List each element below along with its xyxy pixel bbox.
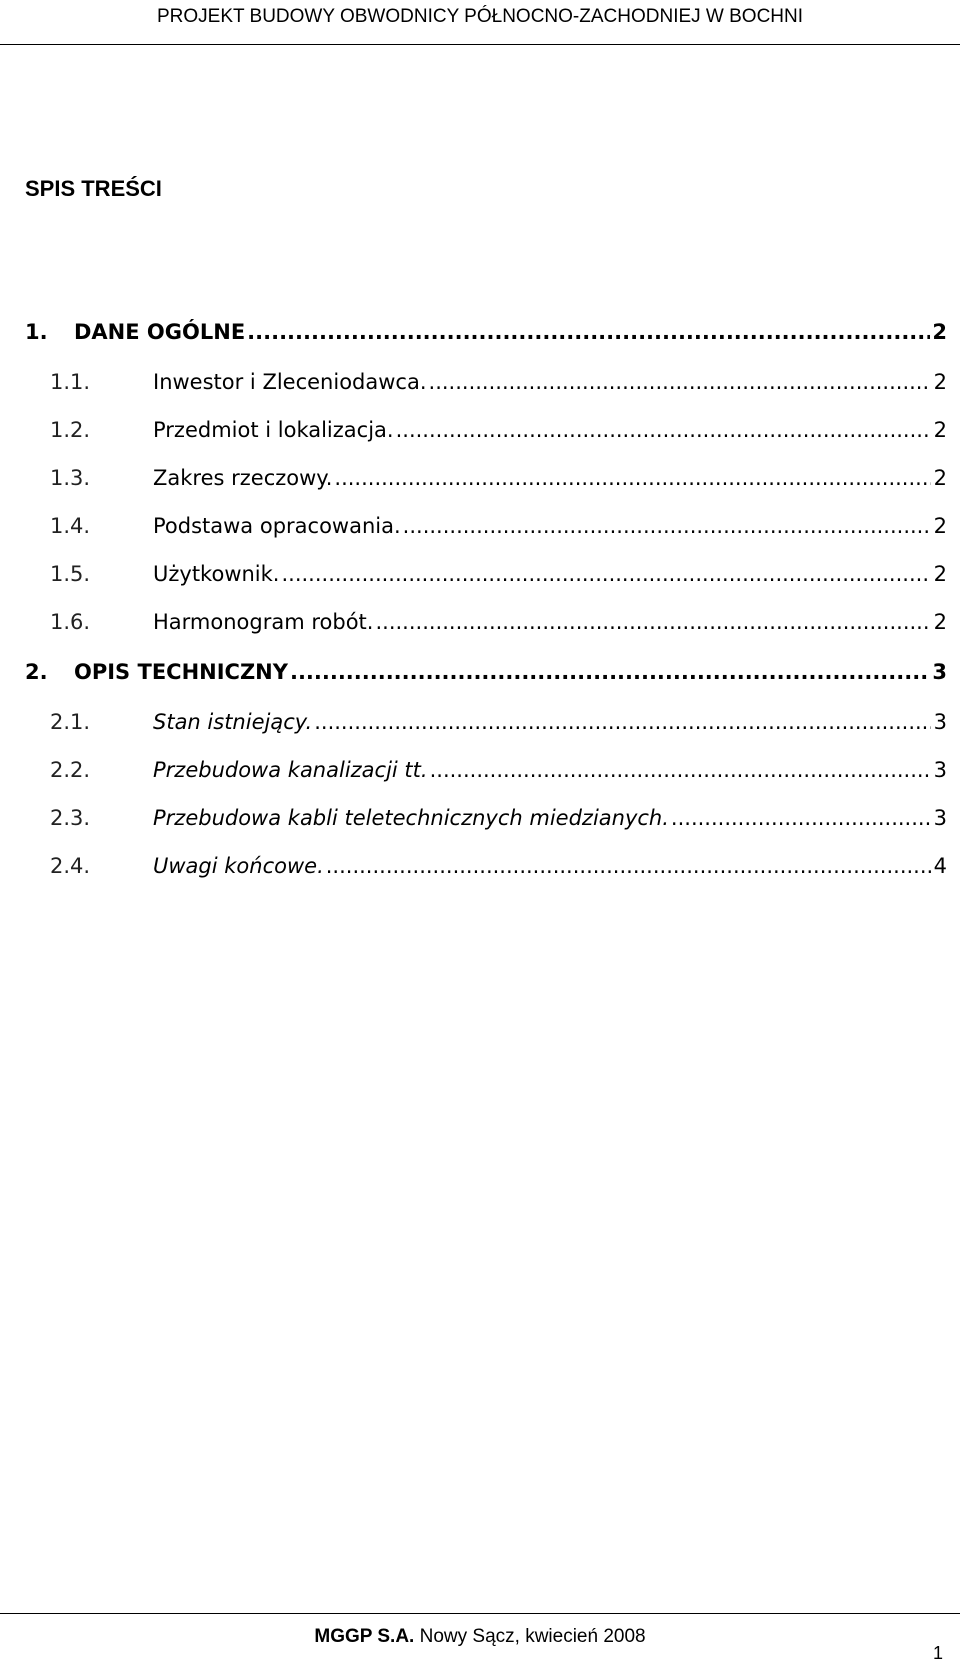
toc-entry-number: 1.2. (50, 418, 91, 442)
toc-entry-number: 1. (25, 320, 48, 344)
toc-entry-number: 1.6. (50, 610, 91, 634)
toc-entry-title: Przebudowa kabli teletechnicznych miedzianych. (153, 806, 669, 830)
toc-entry-title: Stan istniejący. (153, 710, 313, 734)
toc-entry-title: Uwagi końcowe. (153, 854, 324, 878)
toc-leader-dots (314, 710, 931, 734)
toc-entry-number: 1.3. (50, 466, 91, 490)
toc-leader-dots (671, 806, 931, 830)
toc-entry-title: Harmonogram robót. (153, 610, 374, 634)
toc-entry-number: 1.4. (50, 514, 91, 538)
toc-entry-2-1[interactable] (25, 710, 947, 750)
toc-entry-page: 2 (933, 562, 947, 586)
toc-entry-2[interactable] (25, 660, 947, 700)
toc-entry-title: Podstawa opracowania. (153, 514, 401, 538)
toc-entry-1-6[interactable] (25, 610, 947, 650)
toc-entry-title: DANE OGÓLNE (74, 320, 246, 344)
toc-entry-1-5[interactable] (25, 562, 947, 602)
toc-entry-title: Zakres rzeczowy. (153, 466, 333, 490)
toc-heading: SPIS TREŚCI (25, 176, 162, 201)
toc-entry-page: 2 (933, 466, 947, 490)
footer-location-date: Nowy Sącz, kwiecień 2008 (414, 1626, 646, 1647)
toc-leader-dots (281, 562, 931, 586)
header-title: PROJEKT BUDOWY OBWODNICY PÓŁNOCNO-ZACHODNIEJ W BOCHNI (156, 6, 804, 27)
footer-line (0, 1626, 960, 1648)
toc-leader-dots (247, 320, 930, 344)
toc-entry-number: 2.4. (50, 854, 91, 878)
toc-entry-number: 1.5. (50, 562, 91, 586)
toc-entry-page: 2 (933, 418, 947, 442)
toc-leader-dots (430, 758, 931, 782)
toc-leader-dots (375, 610, 931, 634)
toc-entry-page: 2 (933, 610, 947, 634)
toc-leader-dots (396, 418, 931, 442)
toc-leader-dots (403, 514, 931, 538)
toc-entry-page: 2 (932, 320, 947, 344)
toc-entry-page: 3 (933, 806, 947, 830)
toc-leader-dots (334, 466, 931, 490)
toc-entry-1-2[interactable] (25, 418, 947, 458)
toc-entry-number: 2. (25, 660, 48, 684)
toc-leader-dots (326, 854, 931, 878)
toc-entry-page: 2 (933, 514, 947, 538)
toc-entry-1-4[interactable] (25, 514, 947, 554)
toc-entry-page: 3 (932, 660, 947, 684)
toc-leader-dots (429, 370, 931, 394)
footer-company: MGGP S.A. (314, 1626, 415, 1647)
toc-entry-title: OPIS TECHNICZNY (74, 660, 288, 684)
page-number: 1 (932, 1643, 943, 1663)
toc-entry-number: 2.2. (50, 758, 91, 782)
toc-entry-number: 1.1. (50, 370, 91, 394)
toc-entry-1[interactable] (25, 320, 947, 360)
toc-entry-title: Przebudowa kanalizacji tt. (153, 758, 428, 782)
toc-entry-title: Przedmiot i lokalizacja. (153, 418, 394, 442)
toc-entry-title: Inwestor i Zleceniodawca. (153, 370, 427, 394)
toc-entry-page: 2 (933, 370, 947, 394)
toc-entry-page: 4 (933, 854, 947, 878)
toc-entry-1-1[interactable] (25, 370, 947, 410)
toc-entry-page: 3 (933, 758, 947, 782)
toc-entry-title: Użytkownik. (153, 562, 280, 586)
toc-entry-page: 3 (933, 710, 947, 734)
toc-entry-number: 2.1. (50, 710, 91, 734)
toc-entry-2-4[interactable] (25, 854, 947, 894)
page-header (0, 0, 960, 45)
toc-entry-2-2[interactable] (25, 758, 947, 798)
toc-entry-number: 2.3. (50, 806, 91, 830)
page-footer (0, 1613, 960, 1648)
toc-entry-1-3[interactable] (25, 466, 947, 506)
toc-entry-2-3[interactable] (25, 806, 947, 846)
toc-leader-dots (290, 660, 930, 684)
